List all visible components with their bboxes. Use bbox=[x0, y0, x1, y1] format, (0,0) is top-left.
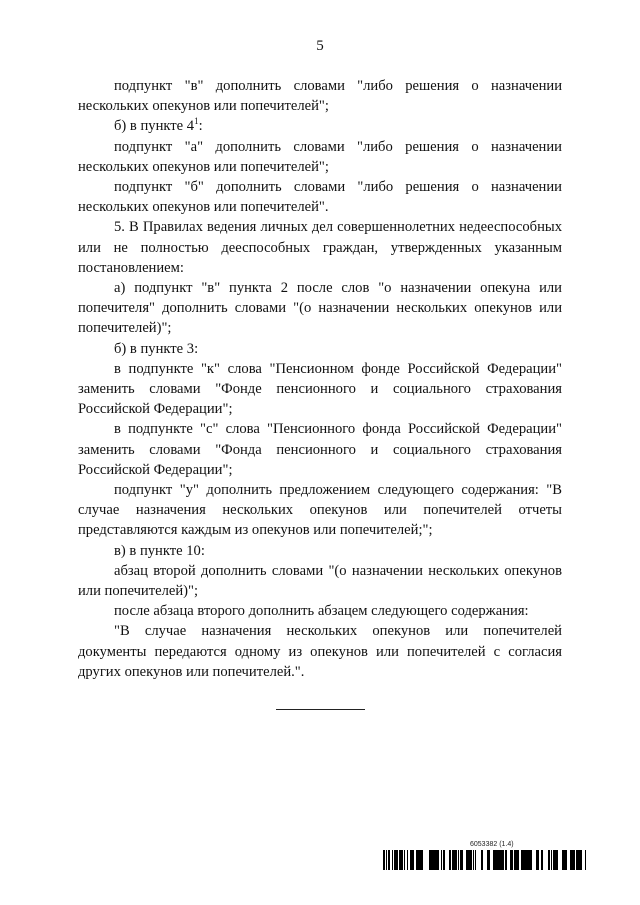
barcode-bar bbox=[515, 850, 516, 870]
barcode-bar bbox=[538, 850, 539, 870]
barcode-bar bbox=[536, 850, 538, 870]
barcode-bar bbox=[416, 850, 417, 870]
barcode-bar bbox=[441, 850, 442, 870]
barcode-bar bbox=[581, 850, 582, 870]
barcode-bar bbox=[388, 850, 390, 870]
barcode-bar bbox=[577, 850, 578, 870]
barcode-bar bbox=[438, 850, 439, 870]
barcode-bar bbox=[499, 850, 501, 870]
barcode-bar bbox=[412, 850, 413, 870]
barcode-bar bbox=[461, 850, 462, 870]
barcode-icon bbox=[382, 850, 587, 870]
barcode-bar bbox=[523, 850, 524, 870]
barcode-bar bbox=[407, 850, 408, 870]
barcode-bar bbox=[392, 850, 393, 870]
barcode-bar bbox=[514, 850, 515, 870]
barcode-bar bbox=[557, 850, 558, 870]
paragraph-14: "В случае назначения нескольких опекунов или попечителей документы передаются одному из опекунов или попечителей с согласия других опекунов или попечителей.". bbox=[78, 623, 562, 680]
barcode-bar bbox=[418, 850, 420, 870]
barcode-bar bbox=[383, 850, 384, 870]
barcode-bar bbox=[579, 850, 581, 870]
paragraph-1: подпункт "в" дополнить словами "либо решения о назначении нескольких опекунов или попечителей"; bbox=[78, 78, 562, 115]
barcode-bar bbox=[551, 850, 552, 870]
document-code: 6053382 (1.4) bbox=[470, 841, 514, 848]
paragraph-6: а) подпункт "в" пункта 2 после слов "о назначении опекуна или попечителя" дополнить словами "(о назначении нескольких опекунов или попечителей)"; bbox=[78, 280, 562, 337]
paragraph-2 bbox=[78, 116, 562, 136]
paragraph-2-text: б) в пункте 4 bbox=[114, 118, 195, 135]
barcode-bar bbox=[528, 850, 529, 870]
barcode-bar bbox=[386, 850, 387, 870]
superscript: 1 bbox=[194, 116, 199, 127]
barcode-bar bbox=[468, 850, 469, 870]
barcode-bar bbox=[460, 850, 461, 870]
barcode-bar bbox=[565, 850, 566, 870]
barcode-bar bbox=[541, 850, 542, 870]
barcode-bar bbox=[475, 850, 476, 870]
paragraph-7: б) в пункте 3: bbox=[114, 340, 199, 357]
barcode-bar bbox=[562, 850, 563, 870]
barcode-bar bbox=[399, 850, 400, 870]
barcode-bar bbox=[529, 850, 530, 870]
barcode-bar bbox=[493, 850, 495, 870]
barcode-bar bbox=[571, 850, 572, 870]
barcode-bar bbox=[481, 850, 483, 870]
barcode-bar bbox=[501, 850, 503, 870]
barcode-bar bbox=[473, 850, 474, 870]
paragraph-11: в) в пункте 10: bbox=[114, 542, 205, 559]
barcode-bar bbox=[452, 850, 454, 870]
page-number: 5 bbox=[316, 38, 324, 54]
barcode-bar bbox=[431, 850, 432, 870]
paragraph-9: в подпункте "с" слова "Пенсионного фонда Российской Федерации" заменить словами "Фонда пенсионного и социального страхования Российской Федерации"; bbox=[78, 421, 562, 478]
barcode-bar bbox=[521, 850, 523, 870]
barcode-bar bbox=[413, 850, 414, 870]
paragraph-4: подпункт "б" дополнить словами "либо решения о назначении нескольких опекунов или попечителей". bbox=[78, 179, 562, 216]
barcode-bar bbox=[530, 850, 532, 870]
paragraph-10: подпункт "у" дополнить предложением следующего содержания: "В случае назначения нескольких опекунов или попечителей отчеты представляются каждым из опекунов или попечителей;"; bbox=[78, 482, 562, 539]
barcode-bar bbox=[400, 850, 402, 870]
barcode-bar bbox=[572, 850, 573, 870]
barcode-bar bbox=[443, 850, 445, 870]
barcode-bar bbox=[410, 850, 412, 870]
barcode-bar bbox=[525, 850, 528, 870]
barcode-bar bbox=[456, 850, 457, 870]
barcode-bar bbox=[553, 850, 555, 870]
barcode-bar bbox=[420, 850, 421, 870]
barcode-bar bbox=[574, 850, 575, 870]
barcode-bar bbox=[402, 850, 403, 870]
barcode-bar bbox=[585, 850, 586, 870]
barcode-bar bbox=[578, 850, 579, 870]
barcode-bar bbox=[471, 850, 472, 870]
barcode-bar bbox=[518, 850, 519, 870]
barcode-bar bbox=[466, 850, 468, 870]
barcode-bar bbox=[421, 850, 423, 870]
barcode-bar bbox=[576, 850, 577, 870]
paragraph-8: в подпункте "к" слова "Пенсионном фонде Российской Федерации" заменить словами "Фонде пенсионного и социального страхования Российской Федерации"; bbox=[78, 360, 562, 418]
barcode-bar bbox=[506, 850, 507, 870]
paragraph-12: абзац второй дополнить словами "(о назначении нескольких опекунов или попечителей)"; bbox=[78, 562, 562, 600]
barcode-bar bbox=[404, 850, 405, 870]
barcode-bar bbox=[570, 850, 571, 870]
barcode-bar bbox=[495, 850, 498, 870]
barcode-bar bbox=[429, 850, 431, 870]
barcode-bar bbox=[573, 850, 574, 870]
barcode-bar bbox=[505, 850, 506, 870]
barcode-bar bbox=[462, 850, 463, 870]
barcode-bar bbox=[517, 850, 518, 870]
paragraph-2-colon: : bbox=[198, 118, 203, 135]
barcode-bar bbox=[436, 850, 438, 870]
barcode-bar bbox=[396, 850, 398, 870]
barcode-bar bbox=[449, 850, 450, 870]
barcode-bar bbox=[510, 850, 511, 870]
document-body bbox=[78, 76, 562, 682]
barcode-bar bbox=[555, 850, 557, 870]
barcode-bar bbox=[498, 850, 499, 870]
barcode-bar bbox=[542, 850, 543, 870]
paragraph-13: после абзаца второго дополнить абзацем следующего содержания: bbox=[114, 603, 529, 620]
paragraph-5: 5. В Правилах ведения личных дел совершеннолетних недееспособных или не полностью дееспособных граждан, утвержденных указанным постановлением: bbox=[78, 219, 562, 276]
closing-rule bbox=[276, 709, 365, 710]
barcode-bar bbox=[455, 850, 456, 870]
barcode-bar bbox=[469, 850, 471, 870]
barcode-bar bbox=[548, 850, 550, 870]
barcode-bar bbox=[454, 850, 455, 870]
barcode-bar bbox=[417, 850, 418, 870]
barcode-bar bbox=[394, 850, 396, 870]
barcode-bar bbox=[516, 850, 517, 870]
paragraph-3: подпункт "а" дополнить словами "либо решения о назначении нескольких опекунов или попечителей"; bbox=[78, 138, 562, 175]
barcode-bar bbox=[503, 850, 504, 870]
barcode-bar bbox=[563, 850, 565, 870]
barcode-bar bbox=[524, 850, 525, 870]
barcode-bar bbox=[566, 850, 567, 870]
barcode-bar bbox=[384, 850, 385, 870]
barcode-bar bbox=[511, 850, 513, 870]
barcode-bar bbox=[487, 850, 490, 870]
barcode-bar bbox=[433, 850, 436, 870]
barcode-bar bbox=[458, 850, 459, 870]
barcode-bar bbox=[432, 850, 433, 870]
barcode-bar bbox=[450, 850, 451, 870]
